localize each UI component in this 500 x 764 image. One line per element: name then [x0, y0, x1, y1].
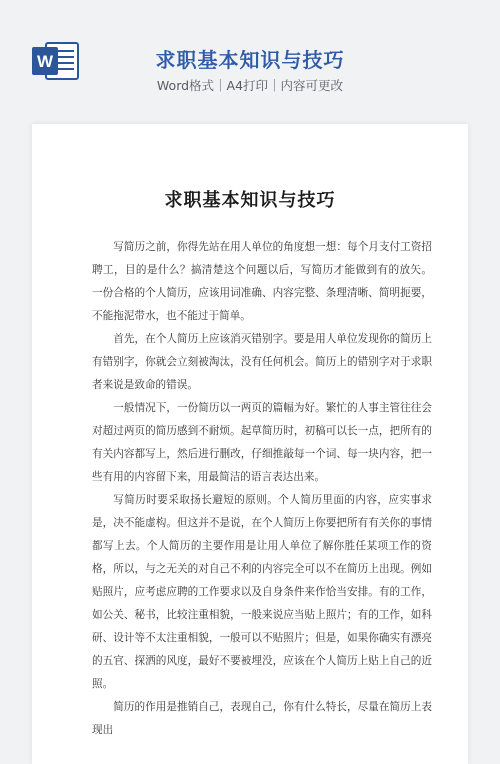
paragraph: 写简历时要采取扬长避短的原则。个人简历里面的内容，应实事求是，决不能虚构。但这并不是说，在个人简历上你要把所有有关你的事情都写上去。个人简历的主要作用是让用人单位了解你胜任某项工作的资格，所以，与之无关的对自己不利的内容完全可以不在简历上出现。例如贴照片，应考虑应聘的工作要求以及自身条件来作恰当安排。有的工作，如公关、秘书，比较注重相貌，一般来说应当贴上照片；有的工作，如科研、设计等不太注重相貌，一般可以不贴照片；但是，如果你确实有漂亮的五官、探洒的风度，最好不要被埋没，应该在个人简历上贴上自己的近照。: [92, 494, 432, 690]
header-title: 求职基本知识与技巧: [155, 48, 345, 72]
document-body: [92, 236, 432, 742]
document-title: 求职基本知识与技巧: [164, 190, 336, 211]
paragraph: 写简历之前，你得先站在用人单位的角度想一想：每个月支付工资招聘工，目的是什么？搞清楚这个问题以后，写简历才能做到有的放矢。 一份合格的个人简历，应该用词准确、内容完整、条理清晰、简明扼要，不能拖泥带水，也不能过于简单。: [92, 241, 432, 322]
paragraph: 首先，在个人简历上应该消灭错别字。要是用人单位发现你的简历上有错别字，你就会立刻被淘汰，没有任何机会。简历上的错别字对于求职者来说是致命的错误。: [92, 333, 432, 391]
word-icon-letter: W: [36, 52, 54, 71]
paragraph: 简历的作用是推销自己，表现自己，你有什么特长，尽量在简历上表现出: [92, 701, 432, 736]
header-banner: [0, 0, 500, 112]
header-subtitle: Word格式｜A4打印｜内容可更改: [156, 78, 344, 93]
document-page: [32, 124, 468, 764]
paragraph: 一般情况下，一份简历以一两页的篇幅为好。繁忙的人事主管往往会对超过两页的简历感到不耐烦。起草简历时，初稿可以长一点，把所有的有关内容都写上，然后进行删改，仔细推敲每一个词、每一块内容，把一些有用的内容留下来，用最简洁的语言表达出来。: [92, 402, 432, 483]
